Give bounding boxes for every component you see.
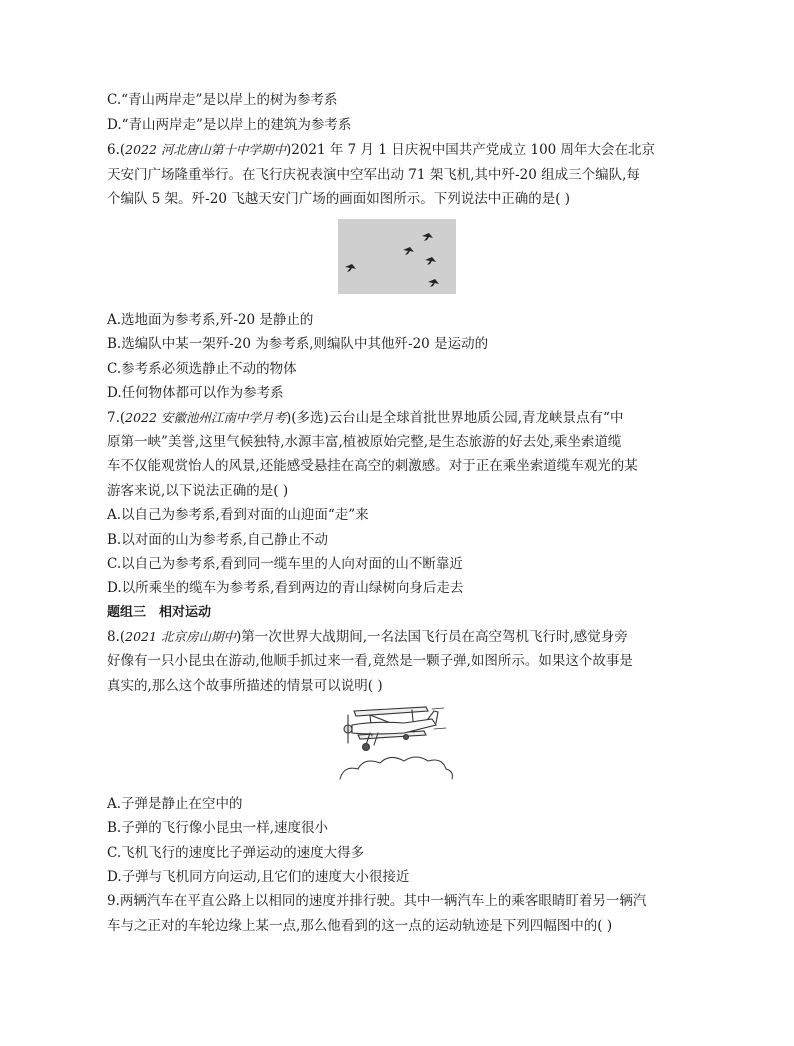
q7-option-c: C.以自己为参考系,看到同一缆车里的人向对面的山不断靠近 xyxy=(107,556,463,572)
q6-option-c: C.参考系必须选静止不动的物体 xyxy=(107,361,297,377)
jet-formation-photo xyxy=(338,219,456,298)
q8-number: 8.( xyxy=(107,629,126,645)
q8-source: 2021 北京房山期中 xyxy=(125,629,236,644)
q7-option-d: D.以所乘坐的缆车为参考系,看到两边的青山绿树向身后走去 xyxy=(107,580,464,596)
q8-option-d: D.子弹与飞机同方向运动,且它们的速度大小很接近 xyxy=(107,869,410,885)
section-heading-group3: 题组三 相对运动 xyxy=(107,605,212,620)
q5-option-d: D.“青山两岸走”是以岸上的建筑为参考系 xyxy=(107,117,352,133)
q6-option-b: B.选编队中某一架歼-20 为参考系,则编队中其他歼-20 是运动的 xyxy=(107,336,489,352)
q7-source: 2022 安徽池州江南中学月考 xyxy=(125,410,286,425)
q7-stem-line1 xyxy=(107,408,623,428)
q7-stem-line4: 游客来说,以下说法正确的是( ) xyxy=(107,483,289,499)
q5-option-c: C.“青山两岸走”是以岸上的树为参考系 xyxy=(107,92,338,108)
biplane-illustration xyxy=(334,703,456,787)
q8-stem-line1 xyxy=(107,627,628,647)
q7-option-a: A.以自己为参考系,看到对面的山迎面“走”来 xyxy=(107,507,369,523)
q6-stem-text: )2021 年 7 月 1 日庆祝中国共产党成立 100 周年大会在北京 xyxy=(285,142,656,158)
q9-stem-line1: 9.两辆汽车在平直公路上以相同的速度并排行驶。其中一辆汽车上的乘客眼睛盯着另一辆汽 xyxy=(107,893,647,909)
q7-option-b: B.以对面的山为参考系,自己静止不动 xyxy=(107,532,329,548)
q8-stem-line2: 好像有一只小昆虫在游动,他顺手抓过来一看,竟然是一颗子弹,如图所示。如果这个故事是 xyxy=(107,653,633,669)
q8-option-a: A.子弹是静止在空中的 xyxy=(107,796,243,812)
q8-option-c: C.飞机飞行的速度比子弹运动的速度大得多 xyxy=(107,845,365,861)
q6-number: 6.( xyxy=(107,142,126,158)
q7-number: 7.( xyxy=(107,410,126,426)
q8-option-b: B.子弹的飞行像小昆虫一样,速度很小 xyxy=(107,820,329,836)
q7-stem-line3: 车不仅能观赏怡人的风景,还能感受悬挂在高空的刺激感。对于正在乘坐索道缆车观光的某 xyxy=(107,458,638,474)
q6-option-d: D.任何物体都可以作为参考系 xyxy=(107,385,284,401)
q6-stem-line2: 天安门广场隆重举行。在飞行庆祝表演中空军出动 71 架飞机,其中歼-20 组成三个编队,每 xyxy=(107,167,640,183)
q8-stem-line3: 真实的,那么这个故事所描述的情景可以说明( ) xyxy=(107,678,383,694)
q6-source: 2022 河北唐山第十中学期中 xyxy=(125,142,286,157)
q6-option-a: A.选地面为参考系,歼-20 是静止的 xyxy=(107,312,314,328)
q8-stem-text: )第一次世界大战期间,一名法国飞行员在高空驾机飞行时,感觉身旁 xyxy=(235,629,628,645)
q7-stem-line2: 原第一峡”美誉,这里气候独特,水源丰富,植被原始完整,是生态旅游的好去处,乘坐索道缆 xyxy=(107,434,622,450)
q9-stem-line2: 车与之正对的车轮边缘上某一点,那么他看到的这一点的运动轨迹是下列四幅图中的( ) xyxy=(107,918,613,934)
q7-stem-text: )(多选)云台山是全球首批世界地质公园,青龙峡景点有“中 xyxy=(285,410,624,426)
q6-stem-line1 xyxy=(107,140,655,160)
q6-stem-line3: 个编队 5 架。歼-20 飞越天安门广场的画面如图所示。下列说法中正确的是( ) xyxy=(107,191,571,207)
